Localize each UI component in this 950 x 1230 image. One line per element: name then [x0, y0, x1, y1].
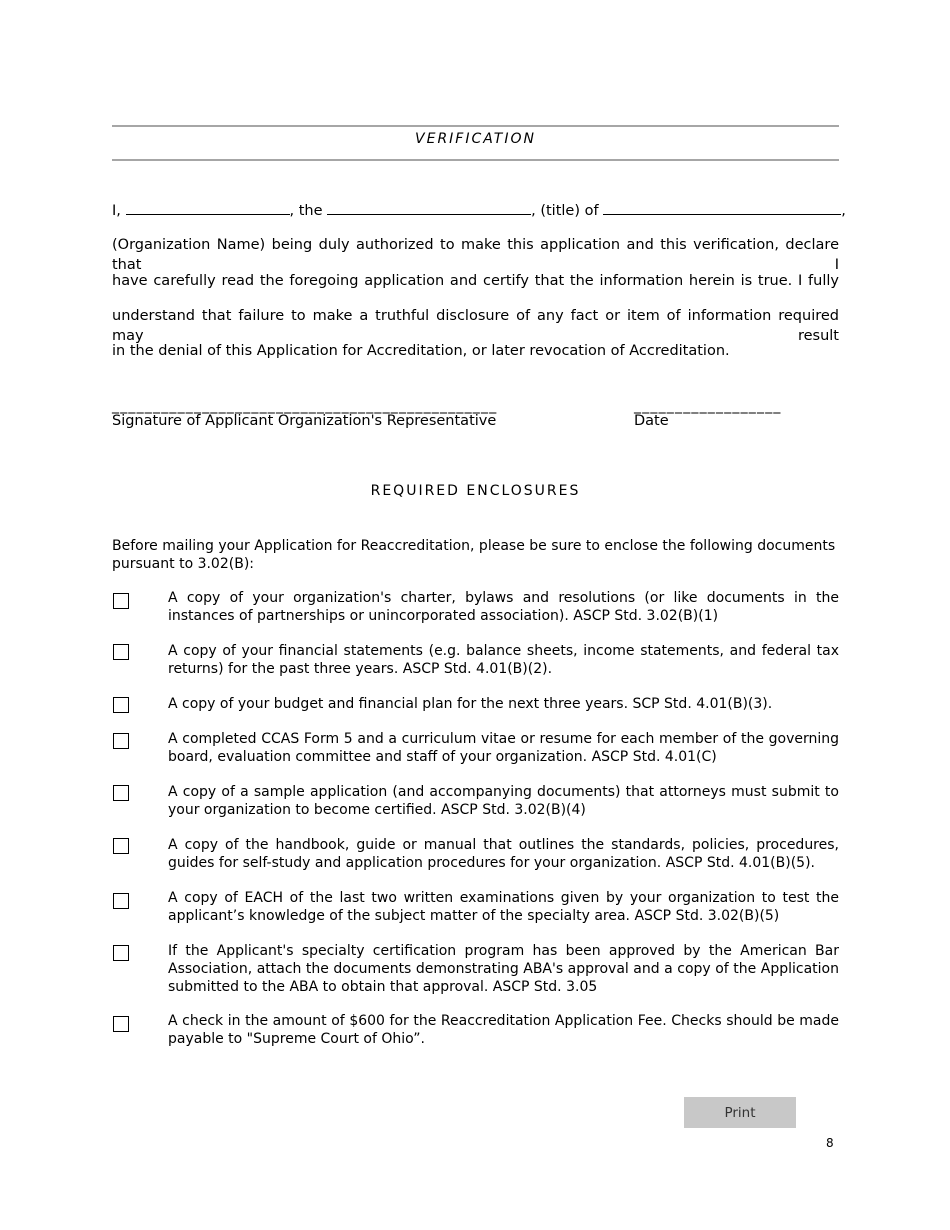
name-blank[interactable] — [126, 200, 290, 215]
text-end: , — [841, 203, 846, 219]
enclosures-intro: Before mailing your Application for Reaccreditation, please be sure to enclose the following documents pursuant to 3.02(B): — [112, 538, 836, 572]
date-line: __________________ — [634, 398, 782, 414]
enclosure-checkbox-2[interactable] — [113, 644, 129, 660]
enclosure-item-3: A copy of your budget and financial plan for the next three years. SCP Std. 4.01(B)(3). — [168, 696, 773, 712]
enclosure-checkbox-6[interactable] — [113, 838, 129, 854]
verification-line-5: in the denial of this Application for Accreditation, or later revocation of Accreditation. — [112, 343, 730, 359]
verification-line-4: understand that failure to make a truthful disclosure of any fact or item of information required may result — [112, 308, 839, 344]
enclosure-checkbox-5[interactable] — [113, 785, 129, 801]
enclosure-item-2: A copy of your financial statements (e.g. balance sheets, income statements, and federal tax returns) for the past three years. ASCP Std. 4.01(B)(2). — [168, 643, 839, 677]
enclosure-item-6: A copy of the handbook, guide or manual that outlines the standards, policies, procedures, guides for self-study and application procedures for your organization. ASCP Std. 4.01(B)(5). — [168, 837, 839, 871]
enclosure-item-5: A copy of a sample application (and accompanying documents) that attorneys must submit to your organization to become certified. ASCP Std. 3.02(B)(4) — [168, 784, 839, 818]
title-blank[interactable] — [327, 200, 531, 215]
verification-line-1 — [112, 200, 846, 221]
text-the: , the — [289, 203, 323, 219]
text-title-of: , (title) of — [531, 203, 599, 219]
verification-line-2: (Organization Name) being duly authorized to make this application and this verification, declare that I — [112, 237, 839, 273]
signature-line: _______________________________________________ — [112, 398, 498, 414]
print-button[interactable]: Print — [684, 1097, 796, 1128]
enclosure-item-1: A copy of your organization's charter, bylaws and resolutions (or like documents in the instances of partnerships or unincorporated association). ASCP Std. 3.02(B)(1) — [168, 590, 839, 624]
organization-blank[interactable] — [603, 200, 841, 215]
enclosure-checkbox-3[interactable] — [113, 697, 129, 713]
enclosure-item-7: A copy of EACH of the last two written examinations given by your organization to test the applicant’s knowledge of the subject matter of the specialty area. ASCP Std. 3.02(B)(5) — [168, 890, 839, 924]
enclosure-checkbox-1[interactable] — [113, 593, 129, 609]
enclosures-heading: REQUIRED ENCLOSURES — [370, 483, 581, 499]
enclosure-checkbox-9[interactable] — [113, 1016, 129, 1032]
verification-line-3: have carefully read the foregoing application and certify that the information herein is true. I fully — [112, 273, 839, 289]
top-rule — [112, 125, 839, 127]
page-number: 8 — [826, 1136, 834, 1150]
enclosure-item-8: If the Applicant's specialty certification program has been approved by the American Bar Association, attach the documents demonstrating ABA's approval and a copy of the Application submitted to the ABA to obtain that approval. ASCP Std. 3.05 — [168, 943, 839, 995]
bottom-rule — [112, 159, 839, 161]
signature-label: Signature of Applicant Organization's Representative — [112, 413, 497, 429]
enclosure-checkbox-7[interactable] — [113, 893, 129, 909]
enclosure-item-9: A check in the amount of $600 for the Reaccreditation Application Fee. Checks should be made payable to "Supreme Court of Ohio”. — [168, 1013, 839, 1047]
verification-heading: VERIFICATION — [415, 131, 536, 147]
enclosure-checkbox-8[interactable] — [113, 945, 129, 961]
date-label: Date — [634, 413, 669, 429]
text-i: I, — [112, 203, 121, 219]
enclosure-checkbox-4[interactable] — [113, 733, 129, 749]
enclosure-item-4: A completed CCAS Form 5 and a curriculum vitae or resume for each member of the governing board, evaluation committee and staff of your organization. ASCP Std. 4.01(C) — [168, 731, 839, 765]
